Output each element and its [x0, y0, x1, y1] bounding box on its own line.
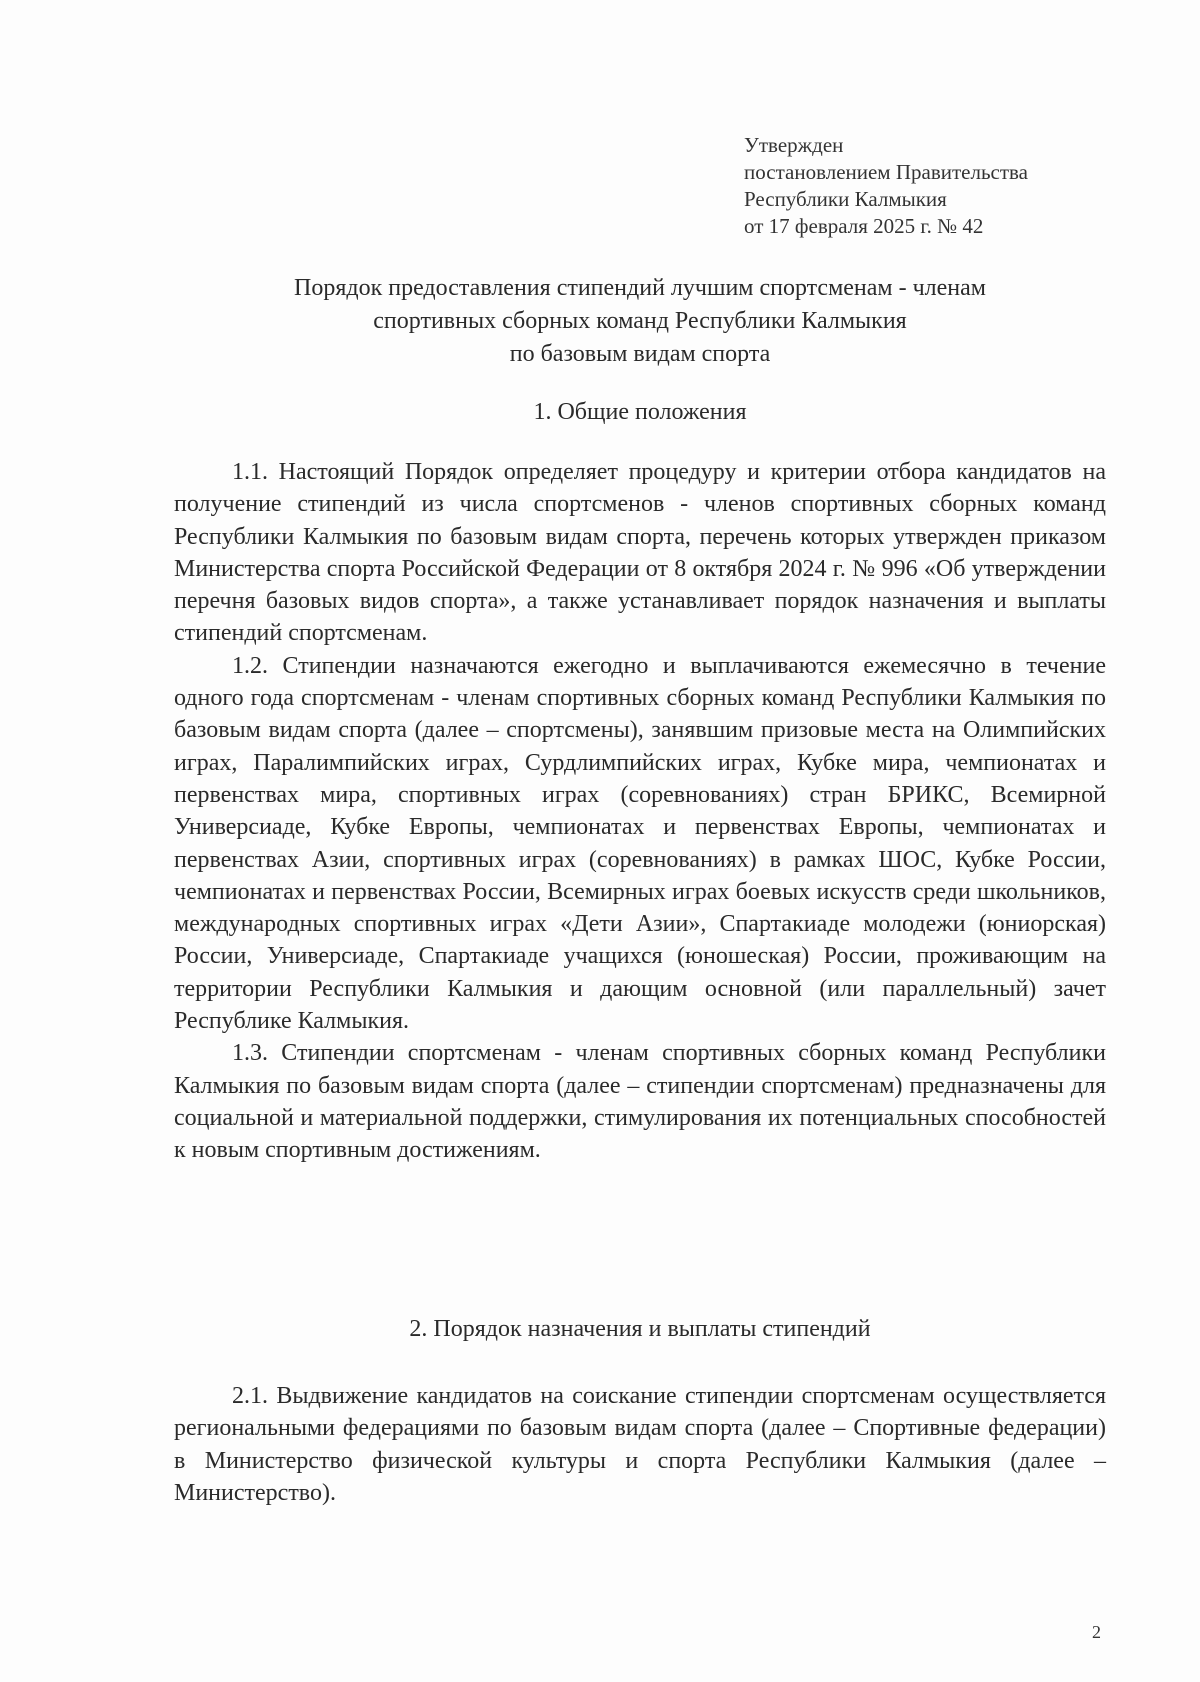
- approval-line: постановлением Правительства: [744, 160, 1029, 184]
- section-1-heading: 1. Общие положения: [533, 399, 747, 425]
- section-2-heading: 2. Порядок назначения и выплаты стипендий: [409, 1316, 871, 1342]
- section-1-body: [174, 456, 1106, 1167]
- approval-line: Утвержден: [744, 133, 844, 157]
- title-line: спортивных сборных команд Республики Калмыкия: [373, 308, 907, 334]
- approval-line: от 17 февраля 2025 г. № 42: [744, 214, 984, 238]
- paragraph-1-2: 1.2. Стипендии назначаются ежегодно и выплачиваются ежемесячно в течение одного года спортсменам - членам спортивных сборных команд Республики Калмыкия по базовым видам спорта (далее – спортсмены), занявшим призовые места на Олимпийских играх, Паралимпийских играх, Сурдлимпийских играх, Кубке мира, чемпионатах и первенствах мира, спортивных играх (соревнованиях) стран БРИКС, Всемирной Универсиаде, Кубке Европы, чемпионатах и первенствах Европы, чемпионатах и первенствах Азии, спортивных играх (соревнованиях) в рамках ШОС, Кубке России, чемпионатах и первенствах России, Всемирных играх боевых искусств среди школьников, международных спортивных играх «Дети Азии», Спартакиаде молодежи (юниорская) России, Универсиаде, Спартакиаде учащихся (юношеская) России, проживающим на территории Республики Калмыкия и дающим основной (или параллельный) зачет Республике Калмыкия.: [174, 652, 1106, 1035]
- title-line: Порядок предоставления стипендий лучшим спортсменам - членам: [294, 275, 986, 301]
- paragraph-1-1: 1.1. Настоящий Порядок определяет процедуру и критерии отбора кандидатов на получение стипендий из числа спортсменов - членов спортивных сборных команд Республики Калмыкия по базовым видам спорта, перечень которых утвержден приказом Министерства спорта Российской Федерации от 8 октября 2024 г. № 996 «Об утверждении перечня базовых видов спорта», а также устанавливает порядок назначения и выплаты стипендий спортсменам.: [174, 459, 1106, 647]
- page-number: 2: [1092, 1622, 1101, 1642]
- paragraph-2-1: 2.1. Выдвижение кандидатов на соискание стипендии спортсменам осуществляется региональными федерациями по базовым видам спорта (далее – Спортивные федерации) в Министерство физической культуры и спорта Республики Калмыкия (далее – Министерство).: [174, 1383, 1106, 1506]
- paragraph-1-3: 1.3. Стипендии спортсменам - членам спортивных сборных команд Республики Калмыкия по базовым видам спорта (далее – стипендии спортсменам) предназначены для социальной и материальной поддержки, стимулирования их потенциальных способностей к новым спортивным достижениям.: [174, 1040, 1106, 1164]
- title-line: по базовым видам спорта: [509, 341, 771, 367]
- document-title: [180, 272, 1100, 371]
- section-2-body: [174, 1380, 1106, 1509]
- approval-line: Республики Калмыкия: [744, 187, 947, 211]
- approval-stamp: [744, 132, 1028, 240]
